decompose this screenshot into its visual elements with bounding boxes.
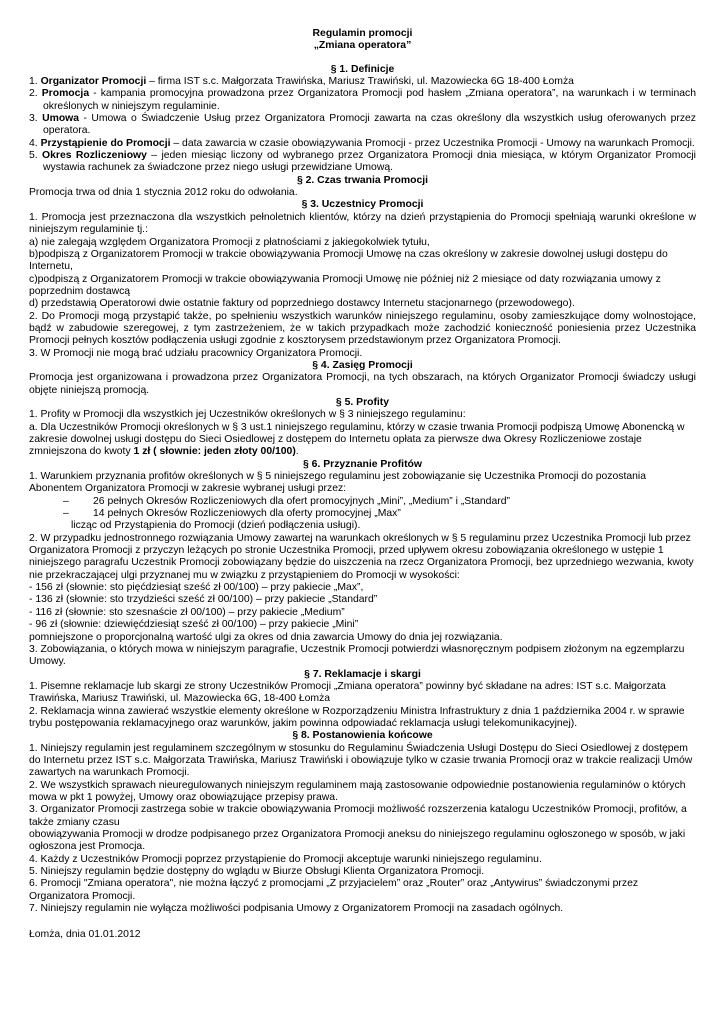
section-heading-final: § 8. Postanowienia końcowe [292, 730, 433, 742]
document-title: Regulamin promocji [312, 28, 413, 39]
granting-paragraph: 1. Warunkiem przyznania profitów określonych w § 5 niniejszego regulaminu jest zobowiązanie się Uczestnika Promocji do pozostania Abonentem Organizatora Promocji w zakresie wybranej usługi przez: [29, 471, 647, 495]
participants-condition: c)podpiszą z Organizatorem Promocji w trakcie obowiązywania Promocji Umowę nie później niż 2 miesiące od daty rozwiązania umowy z poprzednim dostawcą [29, 273, 661, 297]
participants-paragraph: 2. Do Promocji mogą przystąpić także, po spełnieniu wszystkich warunków niniejszego regulaminu, osoby zamieszkujące domy wolnostojące, bądź w zabudowie szeregowej, z tym zastrzeżeniem, że w takich przypadkach może zachodzić konieczność poniesienia przez Uczestnika Promocji pełnych kosztów podłączenia usługi zgodnie z kosztorysem przedstawionym przez Organizatora Promocji. [29, 310, 696, 347]
benefits-paragraph: 1. Profity w Promocji dla wszystkich jej Uczestników określonych w § 3 niniejszego regulaminu: [29, 409, 466, 421]
final-paragraph: 5. Niniejszy regulamin będzie dostępny do wglądu w Biurze Obsługi Klienta Organizatora Promocji. [29, 866, 485, 878]
granting-paragraph: 3. Zobowiązania, o których mowa w niniejszym paragrafie, Uczestnik Promocji potwierdzi własnoręcznym podpisem złożonym na egzemplarzu Umowy. [29, 643, 685, 668]
benefits-paragraph: a. Dla Uczestników Promocji określonych w § 3 ust.1 niniejszego regulaminu, którzy w czasie trwania Promocji podpiszą Umowę Abonencką w zakresie dowolnej usługi dostępu do Sieci Osiedlowej z dostępem do Internetu opłata za pierwsze dwa Okresy Rozliczeniowe zostaje zmniejszona do kwoty 1 zł ( słownie: jeden złoty 00/100). [29, 421, 685, 458]
granting-note: licząc od Przystąpienia do Promocji (dzień podłączenia usługi). [71, 520, 361, 532]
fee-line: - 136 zł (słownie: sto trzydzieści sześć zł 00/100) – przy pakiecie „Standard” [29, 594, 378, 606]
complaints-paragraph: 2. Reklamacja winna zawierać wszystkie elementy określone w Rozporządzeniu Ministra Infrastruktury z dnia 1 października 2004 r. w sprawie trybu postępowania reklamacyjnego oraz warunków, jakim powinna odpowiadać reklamacja usługi telekomunikacyjnej). [29, 705, 685, 729]
document-date: Łomża, dnia 01.01.2012 [29, 929, 141, 941]
definition-item: 3. Umowa - Umowa o Świadczenie Usług przez Organizatora Promocji zawarta na czas określony dla wszystkich usług oferowanych przez operatora. [29, 113, 696, 137]
section-heading-complaints: § 7. Reklamacje i skargi [304, 668, 421, 680]
complaints-paragraph: 1. Pisemne reklamacje lub skargi ze strony Uczestników Promocji „Zmiana operatora” powinny być składane na adres: IST s.c. Małgorzata Trawińska, Mariusz Trawiński, ul. Mazowiecka 6G, 18-400 Łomża [29, 680, 666, 705]
final-paragraph: 2. We wszystkich sprawach nieuregulowanych niniejszym regulaminem mają zastosowanie odpowiednie postanowienia regulaminów o których mowa w pkt 1 powyżej, Umowy oraz obowiązujące przepisy prawa. [29, 779, 686, 803]
section-heading-scope: § 4. Zasięg Promocji [312, 359, 413, 371]
final-paragraph: 1. Niniejszy regulamin jest regulaminem szczególnym w stosunku do Regulaminu Świadczenia Usługi Dostępu do Sieci Osiedlowej z dostępem do Internetu przez IST s.c. Małgorzata Trawińska, Mariusz Trawiński i obowiązuje tylko w czasie trwania Promocji oraz w trakcie realizacji Umów zawartych na warunkach Promocji. [29, 742, 693, 779]
final-paragraph: 3. Organizator Promocji zastrzega sobie w trakcie obowiązywania Promocji możliwość rozszerzenia katalogu Uczestników Promocji, profitów, a także zmiany czasu [29, 804, 687, 828]
participants-condition: b)podpiszą z Organizatorem Promocji w trakcie obowiązywania Promocji Umowę na czas określony w zakresie dowolnej usługi dostępu do Internetu, [29, 248, 668, 273]
section-heading-granting: § 6. Przyznanie Profitów [303, 458, 422, 470]
section-heading-duration: § 2. Czas trwania Promocji [296, 174, 429, 186]
granting-paragraph: 2. W przypadku jednostronnego rozwiązania Umowy zawartej na warunkach określonych w § 5 regulaminu przez Uczestnika Promocji lub przez Organizatora Promocji z przyczyn leżących po stronie Uczestnika Promocji, przed upływem okresu zobowiązania określonego w ustępie 1 niniejszego paragrafu Uczestnik Promocji zobowiązany będzie do uiszczenia na rzecz Organizatora Promocji, bez uprzedniego wezwania, kwoty nie przekraczającej ulgi przyznanej mu w związku z przystąpieniem do Promocji w wysokości: [29, 532, 694, 581]
granting-dash-item: – 14 pełnych Okresów Rozliczeniowych dla oferty promocyjnej „Max” [29, 508, 696, 520]
section-heading-definitions: § 1. Definicje [330, 63, 395, 75]
final-paragraph: 4. Każdy z Uczestników Promocji poprzez przystąpienie do Promocji akceptuje warunki niniejszego regulaminu. [29, 853, 542, 865]
document-subtitle: „Zmiana operatora” [313, 40, 412, 52]
section-heading-participants: § 3. Uczestnicy Promocji [301, 199, 424, 211]
definition-item: 4. Przystąpienie do Promocji – data zawarcia w czasie obowiązywania Promocji - przez Uczestnika Promocji - Umowy na warunkach Promocji. [29, 137, 695, 149]
scope-text: Promocja jest organizowana i prowadzona przez Organizatora Promocji, na tych obszarach, na których Organizator Promocji świadczy usługi objęte niniejszą promocją. [29, 372, 696, 396]
duration-text: Promocja trwa od dnia 1 stycznia 2012 roku do odwołania. [29, 187, 298, 199]
participants-condition: d) przedstawią Operatorowi dwie ostatnie faktury od poprzedniego dostawcy Internetu stacjonarnego (przewodowego). [29, 298, 575, 310]
fee-line: - 96 zł (słownie: dziewięćdziesiąt sześć zł 00/100) – przy pakiecie „Mini” [29, 619, 359, 631]
fee-line: pomniejszone o proporcjonalną wartość ulgi za okres od dnia zawarcia Umowy do dnia jej rozwiązania. [29, 631, 503, 643]
fee-line: - 116 zł (słownie: sto szesnaście zł 00/100) – przy pakiecie „Medium” [29, 606, 345, 618]
fee-line: - 156 zł (słownie: sto pięćdziesiąt sześć zł 00/100) – przy pakiecie „Max”, [29, 582, 364, 594]
definition-item: 2. Promocja - kampania promocyjna prowadzona przez Organizatora Promocji pod hasłem „Zmiana operatora”, na warunkach i w terminach określonych w niniejszym regulaminie. [29, 88, 696, 112]
participants-condition: a) nie zalegają względem Organizatora Promocji z płatnościami z jakiegokolwiek tytułu, [29, 236, 430, 248]
definition-item: 1. Organizator Promocji – firma IST s.c. Małgorzata Trawińska, Mariusz Trawiński, ul. Mazowiecka 6G 18-400 Łomża [29, 76, 574, 88]
participants-paragraph: 3. W Promocji nie mogą brać udziału pracownicy Organizatora Promocji. [29, 347, 363, 359]
section-heading-benefits: § 5. Profity [335, 396, 390, 408]
final-paragraph: obowiązywania Promocji w drodze podpisanego przez Organizatora Promocji aneksu do niniejszego regulaminu ogłoszonego w sposób, w jaki ogłoszona jest Promocja. [29, 829, 686, 853]
final-paragraph: 6. Promocji "Zmiana operatora", nie można łączyć z promocjami „Z przyjacielem” oraz „Router” oraz „Antywirus” świadczonymi przez Organizatora Promocji. [29, 878, 639, 902]
final-paragraph: 7. Niniejszy regulamin nie wyłącza możliwości podpisania Umowy z Organizatorem Promocji na zasadach ogólnych. [29, 903, 564, 915]
participants-paragraph: 1. Promocja jest przeznaczona dla wszystkich pełnoletnich klientów, którzy na dzień przystąpienia do Promocji spełniają warunki określone w niniejszym regulaminie tj.: [29, 211, 696, 236]
granting-dash-item: – 26 pełnych Okresów Rozliczeniowych dla ofert promocyjnych „Mini”, „Medium” i „Standard” [29, 496, 696, 508]
definition-item: 5. Okres Rozliczeniowy – jeden miesiąc liczony od wybranego przez Organizatora Promocji dnia miesiąca, w którym Organizator Promocji wystawia rachunek za świadczone przez niego usługi przewidziane Umową. [29, 150, 696, 174]
